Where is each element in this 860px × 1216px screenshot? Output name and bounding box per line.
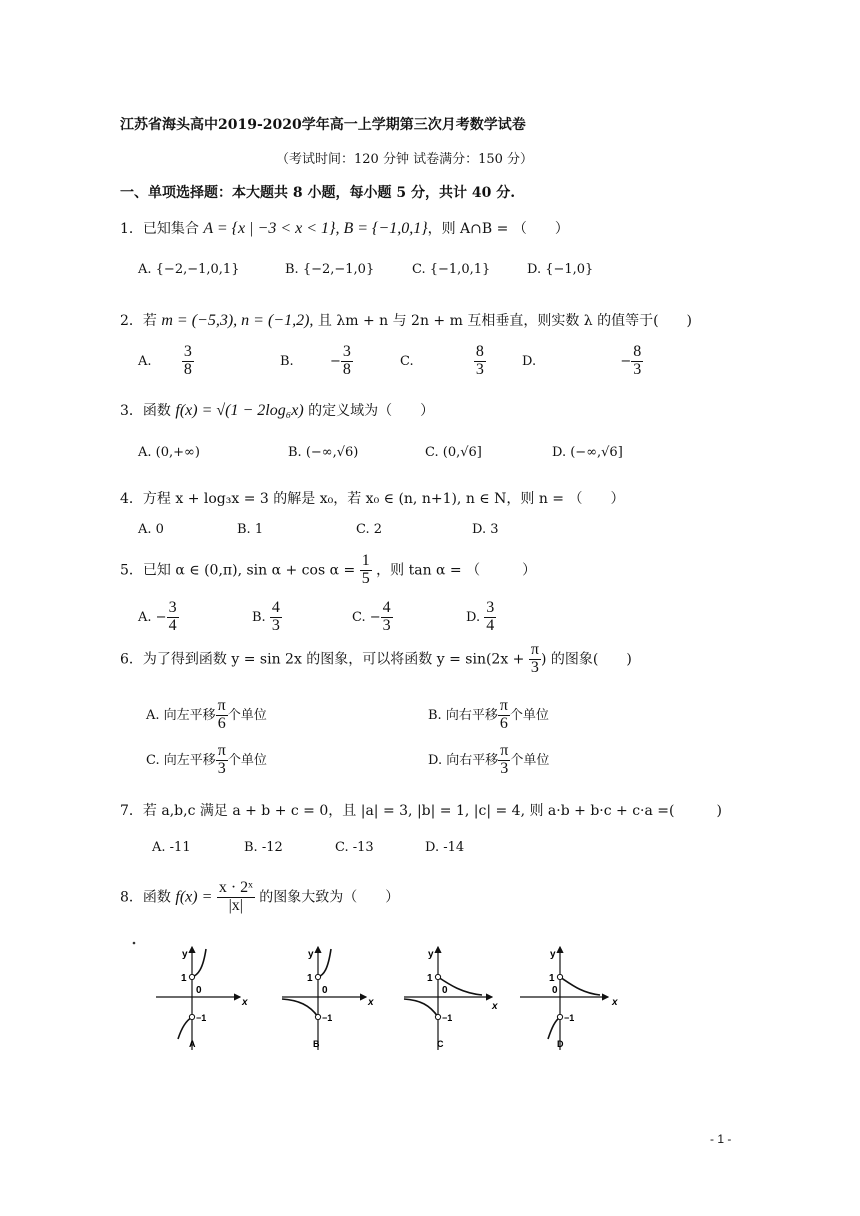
tick-label: −1 bbox=[564, 1013, 575, 1023]
question-text: 已知集合 bbox=[142, 221, 199, 237]
origin-label: 0 bbox=[196, 985, 202, 996]
x-axis-label: x bbox=[368, 997, 374, 1008]
option-label: D. bbox=[522, 353, 537, 369]
option-a[interactable] bbox=[146, 698, 267, 733]
option-a[interactable] bbox=[138, 600, 179, 635]
curve bbox=[192, 949, 206, 977]
graph-label: B bbox=[313, 1039, 320, 1049]
tick-label: −1 bbox=[442, 1013, 453, 1023]
question-5 bbox=[120, 553, 536, 588]
option-text: 个单位 bbox=[509, 707, 549, 723]
open-point bbox=[557, 974, 562, 979]
option-a[interactable]: A. 0 bbox=[138, 522, 164, 537]
open-point bbox=[315, 1014, 320, 1019]
x-axis-label: x bbox=[492, 1001, 498, 1012]
origin-label: 0 bbox=[322, 985, 328, 996]
option-sign: − bbox=[369, 609, 381, 625]
curve bbox=[178, 1017, 192, 1039]
x-axis-label: x bbox=[612, 997, 618, 1008]
option-c[interactable] bbox=[400, 344, 486, 379]
option-sign: − bbox=[155, 609, 167, 625]
open-point bbox=[435, 1014, 440, 1019]
option-label: C. bbox=[352, 609, 366, 625]
section-heading: 一、单项选择题：本大题共 8 小题，每小题 5 分，共计 40 分. bbox=[120, 185, 516, 201]
question-text: 若 a,b,c 满足 a + b + c = 0，且 |a| = 3, |b| = 1, |c| = 4, 则 a·b + b·c + c·a =( ) bbox=[142, 803, 722, 819]
open-point bbox=[189, 974, 194, 979]
curve bbox=[560, 977, 600, 995]
question-number: 5． bbox=[120, 562, 143, 579]
option-label: B. bbox=[280, 353, 294, 369]
question-7 bbox=[120, 800, 722, 820]
graph-b[interactable] bbox=[282, 947, 374, 1050]
curve bbox=[548, 1017, 560, 1039]
option-fraction: $\frac{4}{3}$ bbox=[382, 599, 391, 634]
option-b[interactable] bbox=[280, 344, 353, 379]
option-c[interactable]: C. (0,√6] bbox=[425, 445, 482, 460]
option-label: A. bbox=[138, 609, 152, 625]
y-axis-label: y bbox=[428, 949, 434, 960]
graph-label: C bbox=[437, 1039, 444, 1049]
option-fraction: $\frac{3}{8}$ bbox=[342, 343, 351, 378]
graph-label: D bbox=[557, 1039, 564, 1049]
option-b[interactable]: B. (−∞,√6) bbox=[288, 445, 359, 460]
option-text: D. 向右平移 bbox=[428, 752, 499, 768]
option-d[interactable] bbox=[522, 344, 643, 379]
page-number: - 1 - bbox=[710, 1132, 732, 1146]
option-b[interactable]: B. 1 bbox=[237, 522, 264, 537]
option-label: A. bbox=[138, 353, 152, 369]
option-a[interactable] bbox=[138, 344, 194, 379]
option-text: A. 向左平移 bbox=[146, 707, 216, 723]
question-number: 4． bbox=[120, 491, 143, 507]
curve bbox=[318, 949, 331, 977]
tick-label: 1 bbox=[181, 973, 187, 984]
option-b[interactable]: B. {−2,−1,0} bbox=[285, 262, 375, 277]
option-label: D. bbox=[466, 609, 481, 625]
question-6 bbox=[120, 642, 632, 677]
question-number: 7． bbox=[120, 803, 143, 819]
question-2 bbox=[120, 310, 692, 330]
option-d[interactable] bbox=[428, 743, 549, 778]
option-a[interactable]: A. {−2,−1,0,1} bbox=[138, 262, 240, 277]
option-fraction: $\frac{4}{3}$ bbox=[271, 599, 280, 634]
open-point bbox=[315, 974, 320, 979]
question-number: 2． bbox=[120, 313, 143, 329]
option-graphs bbox=[120, 935, 640, 1060]
math-expression: f(x) = bbox=[175, 888, 213, 906]
option-fraction: $\frac{\pi}{3}$ bbox=[500, 742, 509, 777]
tick-label: 1 bbox=[307, 973, 313, 984]
page-title: 江苏省海头高中2019-2020学年高一上学期第三次月考数学试卷 bbox=[120, 117, 526, 133]
graph-label: A bbox=[189, 1039, 196, 1049]
question-text: 方程 x + log₃x = 3 的解是 x₀，若 x₀ ∈ (n, n+1), n ∈ N，则 n = （ ） bbox=[142, 491, 625, 507]
graph-c[interactable] bbox=[404, 947, 498, 1050]
option-label: B. bbox=[252, 609, 266, 625]
y-axis-label: y bbox=[550, 949, 556, 960]
option-text: 个单位 bbox=[227, 752, 267, 768]
question-text: 为了得到函数 y = sin 2x 的图象，可以将函数 y = sin(2x + bbox=[142, 651, 525, 668]
option-fraction: $\frac{\pi}{6}$ bbox=[499, 697, 508, 732]
question-1 bbox=[120, 218, 569, 238]
option-fraction: $\frac{3}{4}$ bbox=[486, 599, 495, 634]
question-text: ) 的图象( ) bbox=[540, 651, 632, 668]
option-text: 个单位 bbox=[227, 707, 267, 723]
question-number: 8． bbox=[120, 889, 143, 906]
math-fraction: $\frac{\text{x · 2ˣ}}{|x|}$ bbox=[218, 879, 253, 914]
question-text: 的图象大致为（ ） bbox=[259, 889, 400, 906]
option-c[interactable] bbox=[352, 600, 393, 635]
option-b[interactable] bbox=[428, 698, 549, 733]
option-label: C. bbox=[400, 353, 414, 369]
option-a[interactable]: A. -11 bbox=[152, 840, 191, 855]
option-c[interactable]: C. {−1,0,1} bbox=[412, 262, 491, 277]
option-d[interactable]: D. -14 bbox=[425, 840, 465, 855]
question-text: 函数 bbox=[142, 889, 171, 906]
math-fraction: $\frac{1}{5}$ bbox=[361, 552, 370, 587]
question-text: 函数 bbox=[142, 403, 171, 419]
option-c[interactable]: C. 2 bbox=[356, 522, 383, 537]
tick-label: 1 bbox=[549, 973, 555, 984]
option-a[interactable]: A. (0,+∞) bbox=[138, 445, 200, 460]
graph-d[interactable] bbox=[520, 947, 618, 1050]
question-number: 1． bbox=[120, 221, 143, 237]
option-fraction: $\frac{3}{8}$ bbox=[183, 343, 192, 378]
question-text: 已知 α ∈ (0,π), sin α + cos α = bbox=[142, 562, 356, 579]
option-fraction: $\frac{\pi}{3}$ bbox=[217, 742, 226, 777]
option-text: B. 向右平移 bbox=[428, 707, 498, 723]
question-number: 6． bbox=[120, 651, 143, 668]
option-text: 个单位 bbox=[510, 752, 550, 768]
option-d[interactable] bbox=[466, 600, 496, 635]
origin-label: 0 bbox=[552, 985, 558, 996]
option-d[interactable]: D. (−∞,√6] bbox=[552, 445, 623, 460]
option-b[interactable] bbox=[252, 600, 282, 635]
question-text: 的定义域为（ ） bbox=[308, 403, 435, 419]
question-text: ，则 A∩B = （ ） bbox=[427, 221, 569, 237]
option-text: C. 向左平移 bbox=[146, 752, 216, 768]
question-3 bbox=[120, 400, 434, 420]
y-axis-label: y bbox=[308, 949, 314, 960]
option-fraction: $\frac{8}{3}$ bbox=[475, 343, 484, 378]
question-8 bbox=[120, 880, 399, 915]
option-sign: − bbox=[620, 353, 632, 369]
option-fraction: $\frac{8}{3}$ bbox=[633, 343, 642, 378]
x-axis-label: x bbox=[242, 997, 248, 1008]
option-d[interactable]: D. {−1,0} bbox=[527, 262, 594, 277]
question-text: 且 λm + n 与 2n + m 互相垂直，则实数 λ 的值等于( ) bbox=[317, 313, 693, 329]
origin-label: 0 bbox=[442, 985, 448, 996]
curve bbox=[282, 999, 318, 1017]
math-fraction: $\frac{\pi}{3}$ bbox=[530, 641, 539, 676]
math-expression: A = {x | −3 < x < 1}, B = {−1,0,1} bbox=[203, 220, 428, 237]
tick-label: −1 bbox=[322, 1013, 333, 1023]
question-text: 若 bbox=[142, 313, 157, 329]
option-b[interactable]: B. -12 bbox=[244, 840, 283, 855]
curve bbox=[404, 999, 438, 1017]
tick-label: −1 bbox=[196, 1013, 207, 1023]
exam-info: （考试时间：120 分钟 试卷满分：150 分） bbox=[276, 152, 534, 167]
open-point bbox=[557, 1014, 562, 1019]
option-c[interactable] bbox=[146, 743, 267, 778]
question-number: 3． bbox=[120, 403, 143, 419]
option-sign: − bbox=[329, 353, 341, 369]
graph-a[interactable] bbox=[156, 947, 248, 1050]
open-point bbox=[435, 974, 440, 979]
option-c[interactable]: C. -13 bbox=[335, 840, 374, 855]
math-expression: f(x) = √(1 − 2log₆x) bbox=[175, 402, 304, 419]
open-point bbox=[189, 1014, 194, 1019]
math-expression: m = (−5,3), n = (−1,2), bbox=[161, 312, 314, 329]
question-text: ，则 tan α = （ ） bbox=[376, 562, 537, 579]
option-fraction: $\frac{3}{4}$ bbox=[168, 599, 177, 634]
option-fraction: $\frac{\pi}{6}$ bbox=[217, 697, 226, 732]
tick-label: 1 bbox=[427, 973, 433, 984]
y-axis-label: y bbox=[182, 949, 188, 960]
question-4 bbox=[120, 488, 624, 508]
option-d[interactable]: D. 3 bbox=[472, 522, 499, 537]
